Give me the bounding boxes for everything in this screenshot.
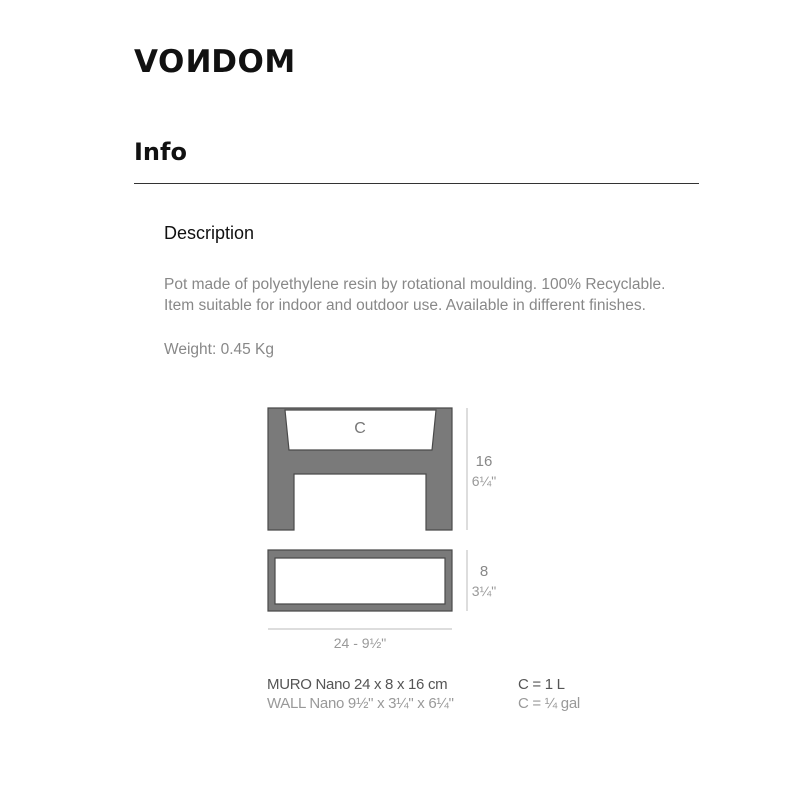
spec-capacity-liters: C = 1 L: [518, 676, 565, 693]
logo-text-end: DOM: [211, 44, 296, 80]
logo-text-start: VO: [134, 44, 185, 80]
depth-in-label: 3¼": [471, 583, 497, 599]
top-view: [268, 550, 452, 611]
description-line-1: Pot made of polyethylene resin by rotational moulding. 100% Recyclable.: [164, 276, 666, 293]
weight-text: Weight: 0.45 Kg: [164, 341, 275, 358]
spec-dimensions-in: WALL Nano 9½" x 3¼" x 6¼": [267, 695, 454, 712]
height-cm-label: 16: [475, 453, 493, 470]
spec-dimensions-cm: MURO Nano 24 x 8 x 16 cm: [267, 676, 448, 693]
description-line-2: Item suitable for indoor and outdoor use. Available in different finishes.: [164, 297, 646, 314]
width-label: 24 - 9½": [333, 635, 387, 651]
section-title: Info: [134, 138, 187, 166]
logo-flipped-letter: N: [184, 44, 212, 80]
capacity-mark: C: [354, 420, 366, 437]
depth-cm-label: 8: [479, 563, 489, 580]
height-in-label: 6¼": [471, 473, 497, 489]
spec-capacity-gallons: C = ¼ gal: [518, 695, 580, 712]
description-heading: Description: [164, 223, 255, 243]
